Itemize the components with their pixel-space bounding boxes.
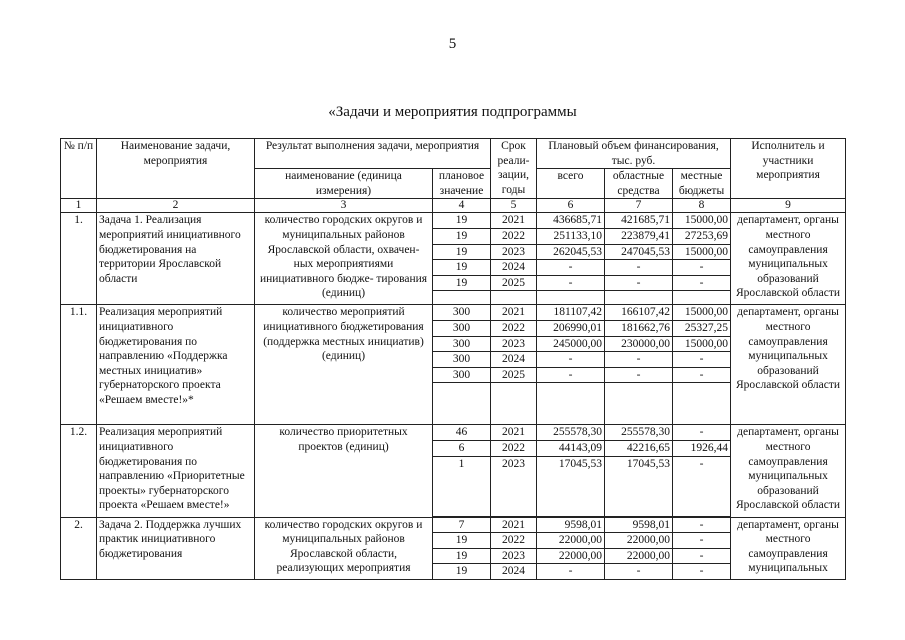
- fin-total: 251133,10: [537, 228, 605, 244]
- year: 2022: [491, 228, 537, 244]
- header-result-plan: плановое значение: [433, 169, 491, 199]
- header-fin-local: местные бюджеты: [673, 169, 731, 199]
- year: 2024: [491, 260, 537, 276]
- plan-value: 300: [433, 367, 491, 383]
- fin-local: 15000,00: [673, 336, 731, 352]
- plan-value: 300: [433, 320, 491, 336]
- fin-local: 1926,44: [673, 440, 731, 456]
- row-number: 1.1.: [61, 305, 97, 425]
- fin-total: 206990,01: [537, 320, 605, 336]
- header-fin-total: всего: [537, 169, 605, 199]
- fin-region: -: [605, 352, 673, 368]
- table-row: [61, 425, 846, 441]
- year: 2022: [491, 533, 537, 549]
- year: 2023: [491, 244, 537, 260]
- executor: департамент, органы местного самоуправления муниципальных образований Ярославской области: [731, 213, 846, 305]
- fin-local: -: [673, 548, 731, 564]
- fin-total: 17045,53: [537, 456, 605, 516]
- header-result-name: наименование (единица измерения): [255, 169, 433, 199]
- fin-local: 15000,00: [673, 305, 731, 321]
- column-number: 2: [97, 199, 255, 213]
- fin-region: 22000,00: [605, 533, 673, 549]
- fin-local: -: [673, 564, 731, 580]
- plan-value: 7: [433, 517, 491, 533]
- header-term: Срок реали- зации, годы: [491, 139, 537, 199]
- year: 2021: [491, 425, 537, 441]
- fin-local: 25327,25: [673, 320, 731, 336]
- plan-value: 19: [433, 260, 491, 276]
- fin-total: -: [537, 260, 605, 276]
- fin-total: -: [537, 275, 605, 291]
- plan-value: 19: [433, 213, 491, 229]
- fin-total: -: [537, 367, 605, 383]
- fin-total: -: [537, 564, 605, 580]
- fin-region: 42216,65: [605, 440, 673, 456]
- task-name: Задача 1. Реализация мероприятий инициативного бюджетирования на территории Ярославской области: [97, 213, 255, 305]
- year: 2024: [491, 564, 537, 580]
- fin-region: -: [605, 260, 673, 276]
- result-name: количество городских округов и муниципальных районов Ярославской области, реализующих мероприятия: [255, 517, 433, 579]
- plan-value: 300: [433, 336, 491, 352]
- fin-total: 22000,00: [537, 548, 605, 564]
- plan-value: 1: [433, 456, 491, 516]
- table-row: [61, 305, 846, 321]
- plan-value: 300: [433, 305, 491, 321]
- fin-total: 9598,01: [537, 517, 605, 533]
- header-fin-region: областные средства: [605, 169, 673, 199]
- fin-total: -: [537, 352, 605, 368]
- document-title: «Задачи и мероприятия подпрограммы: [328, 104, 577, 120]
- table-row: [61, 517, 846, 533]
- year: 2023: [491, 456, 537, 516]
- header-executor: Исполнитель и участники мероприятия: [731, 139, 846, 199]
- fin-local: -: [673, 517, 731, 533]
- fin-total: 22000,00: [537, 533, 605, 549]
- column-number: 8: [673, 199, 731, 213]
- year: 2021: [491, 517, 537, 533]
- year: 2024: [491, 352, 537, 368]
- plan-value: 19: [433, 275, 491, 291]
- fin-local: -: [673, 456, 731, 516]
- fin-region: 22000,00: [605, 548, 673, 564]
- fin-region: 9598,01: [605, 517, 673, 533]
- plan-value: 19: [433, 244, 491, 260]
- plan-value: 300: [433, 352, 491, 368]
- column-number: 7: [605, 199, 673, 213]
- fin-local: -: [673, 425, 731, 441]
- column-number: 6: [537, 199, 605, 213]
- column-number: 9: [731, 199, 846, 213]
- fin-region: 181662,76: [605, 320, 673, 336]
- column-number: 5: [491, 199, 537, 213]
- column-numbers-row: [61, 199, 846, 213]
- fin-region: 255578,30: [605, 425, 673, 441]
- year: 2022: [491, 320, 537, 336]
- fin-local: -: [673, 367, 731, 383]
- executor: департамент, органы местного самоуправления муниципальных образований Ярославской области: [731, 305, 846, 425]
- plan-value: 46: [433, 425, 491, 441]
- fin-local: -: [673, 352, 731, 368]
- fin-region: 166107,42: [605, 305, 673, 321]
- fin-total: 181107,42: [537, 305, 605, 321]
- column-number: 3: [255, 199, 433, 213]
- fin-local: -: [673, 260, 731, 276]
- row-number: 1.2.: [61, 425, 97, 517]
- fin-region: 230000,00: [605, 336, 673, 352]
- result-name: количество приоритетных проектов (единиц): [255, 425, 433, 517]
- tasks-table: [60, 138, 846, 580]
- year: 2023: [491, 336, 537, 352]
- fin-total: 255578,30: [537, 425, 605, 441]
- fin-region: 17045,53: [605, 456, 673, 516]
- plan-value: 19: [433, 564, 491, 580]
- fin-region: 223879,41: [605, 228, 673, 244]
- fin-region: -: [605, 275, 673, 291]
- plan-value: 19: [433, 548, 491, 564]
- year: 2022: [491, 440, 537, 456]
- header-num: № п/п: [61, 139, 97, 199]
- column-number: 4: [433, 199, 491, 213]
- year: 2025: [491, 367, 537, 383]
- task-name: Реализация мероприятий инициативного бюджетирования по направлению «Приоритетные проекты» губернаторского проекта «Решаем вместе!»: [97, 425, 255, 517]
- column-number: 1: [61, 199, 97, 213]
- plan-value: 19: [433, 228, 491, 244]
- plan-value: 19: [433, 533, 491, 549]
- header-name: Наименование задачи, мероприятия: [97, 139, 255, 199]
- fin-total: 262045,53: [537, 244, 605, 260]
- header-finance: Плановый объем финансирования, тыс. руб.: [537, 139, 731, 169]
- year: 2025: [491, 275, 537, 291]
- fin-region: 247045,53: [605, 244, 673, 260]
- year: 2023: [491, 548, 537, 564]
- executor: департамент, органы местного самоуправления муниципальных: [731, 517, 846, 579]
- fin-local: -: [673, 533, 731, 549]
- fin-region: -: [605, 367, 673, 383]
- page-number: 5: [448, 36, 457, 52]
- year: 2021: [491, 213, 537, 229]
- fin-local: 15000,00: [673, 213, 731, 229]
- row-number: 2.: [61, 517, 97, 579]
- executor: департамент, органы местного самоуправления муниципальных образований Ярославской области: [731, 425, 846, 517]
- fin-local: 15000,00: [673, 244, 731, 260]
- result-name: количество мероприятий инициативного бюджетирования (поддержка местных инициатив) (единиц): [255, 305, 433, 425]
- row-number: 1.: [61, 213, 97, 305]
- fin-region: -: [605, 564, 673, 580]
- header-result: Результат выполнения задачи, мероприятия: [255, 139, 491, 169]
- header-row-1: [61, 139, 846, 169]
- task-name: Задача 2. Поддержка лучших практик инициативного бюджетирования: [97, 517, 255, 579]
- fin-region: 421685,71: [605, 213, 673, 229]
- fin-local: -: [673, 275, 731, 291]
- fin-total: 245000,00: [537, 336, 605, 352]
- result-name: количество городских округов и муниципальных районов Ярославской области, охвачен- ных мероприятиями инициативного бюдже- тирования (единиц): [255, 213, 433, 305]
- table-row: [61, 213, 846, 229]
- fin-local: 27253,69: [673, 228, 731, 244]
- fin-total: 44143,09: [537, 440, 605, 456]
- year: 2021: [491, 305, 537, 321]
- task-name: Реализация мероприятий инициативного бюджетирования по направлению «Поддержка местных инициатив» губернаторского проекта «Решаем вместе!»*: [97, 305, 255, 425]
- plan-value: 6: [433, 440, 491, 456]
- fin-total: 436685,71: [537, 213, 605, 229]
